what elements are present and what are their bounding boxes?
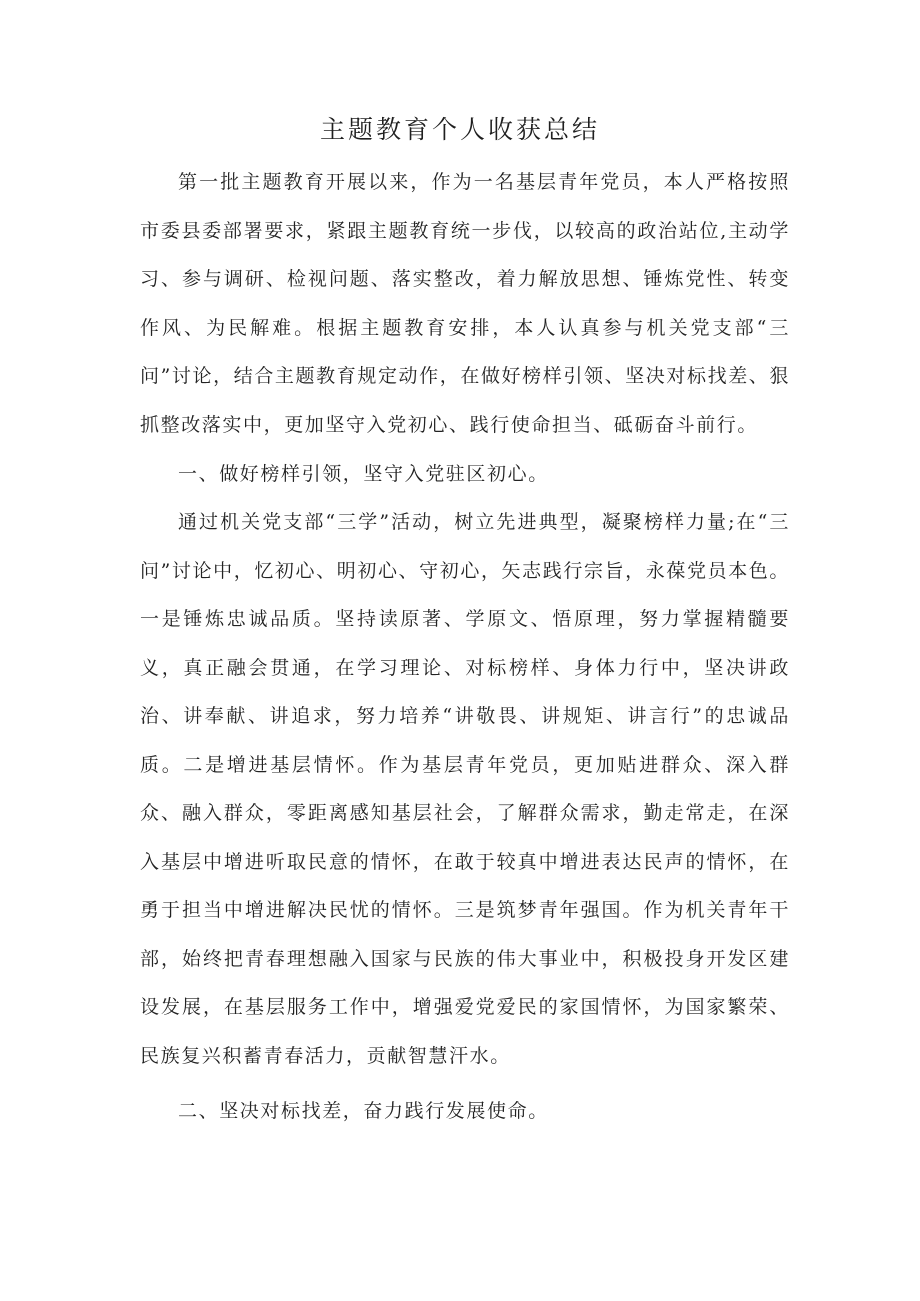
- section-1-paragraph: [140, 498, 790, 1080]
- intro-paragraph: [140, 158, 790, 449]
- section-heading-text: 一、做好榜样引领，坚守入党驻区初心。: [178, 463, 549, 485]
- section-heading-1: [140, 450, 790, 499]
- section-heading-2: [140, 1087, 790, 1136]
- paragraph-text: 第一批主题教育开展以来，作为一名基层青年党员，本人严格按照市委县委部署要求，紧跟主题教育统一步伐，以较高的政治站位,主动学习、参与调研、检视问题、落实整改，着力解放思想、锤炼党性、转变作风、为民解难。根据主题教育安排，本人认真参与机关党支部“三问”讨论，结合主题教育规定动作，在做好榜样引领、坚决对标找差、狠抓整改落实中，更加坚守入党初心、践行使命担当、砥砺奋斗前行。: [140, 171, 790, 436]
- document-title: 主题教育个人收获总结: [319, 115, 600, 144]
- paragraph-text: 通过机关党支部“三学”活动，树立先进典型，凝聚榜样力量;在“三问”讨论中，忆初心、明初心、守初心，矢志践行宗旨，永葆党员本色。一是锤炼忠诚品质。坚持读原著、学原文、悟原理，努力掌握精髓要义，真正融会贯通，在学习理论、对标榜样、身体力行中，坚决讲政治、讲奉献、讲追求，努力培养“讲敬畏、讲规矩、讲言行”的忠诚品质。二是增进基层情怀。作为基层青年党员，更加贴进群众、深入群众、融入群众，零距离感知基层社会，了解群众需求，勤走常走，在深入基层中增进听取民意的情怀，在敢于较真中增进表达民声的情怀，在勇于担当中增进解决民忧的情怀。三是筑梦青年强国。作为机关青年干部，始终把青春理想融入国家与民族的伟大事业中，积极投身开发区建设发展，在基层服务工作中，增强爱党爱民的家国情怀，为国家繁荣、民族复兴积蓄青春活力，贡献智慧汗水。: [140, 511, 790, 1067]
- section-heading-text: 二、坚决对标找差，奋力践行发展使命。: [178, 1100, 549, 1122]
